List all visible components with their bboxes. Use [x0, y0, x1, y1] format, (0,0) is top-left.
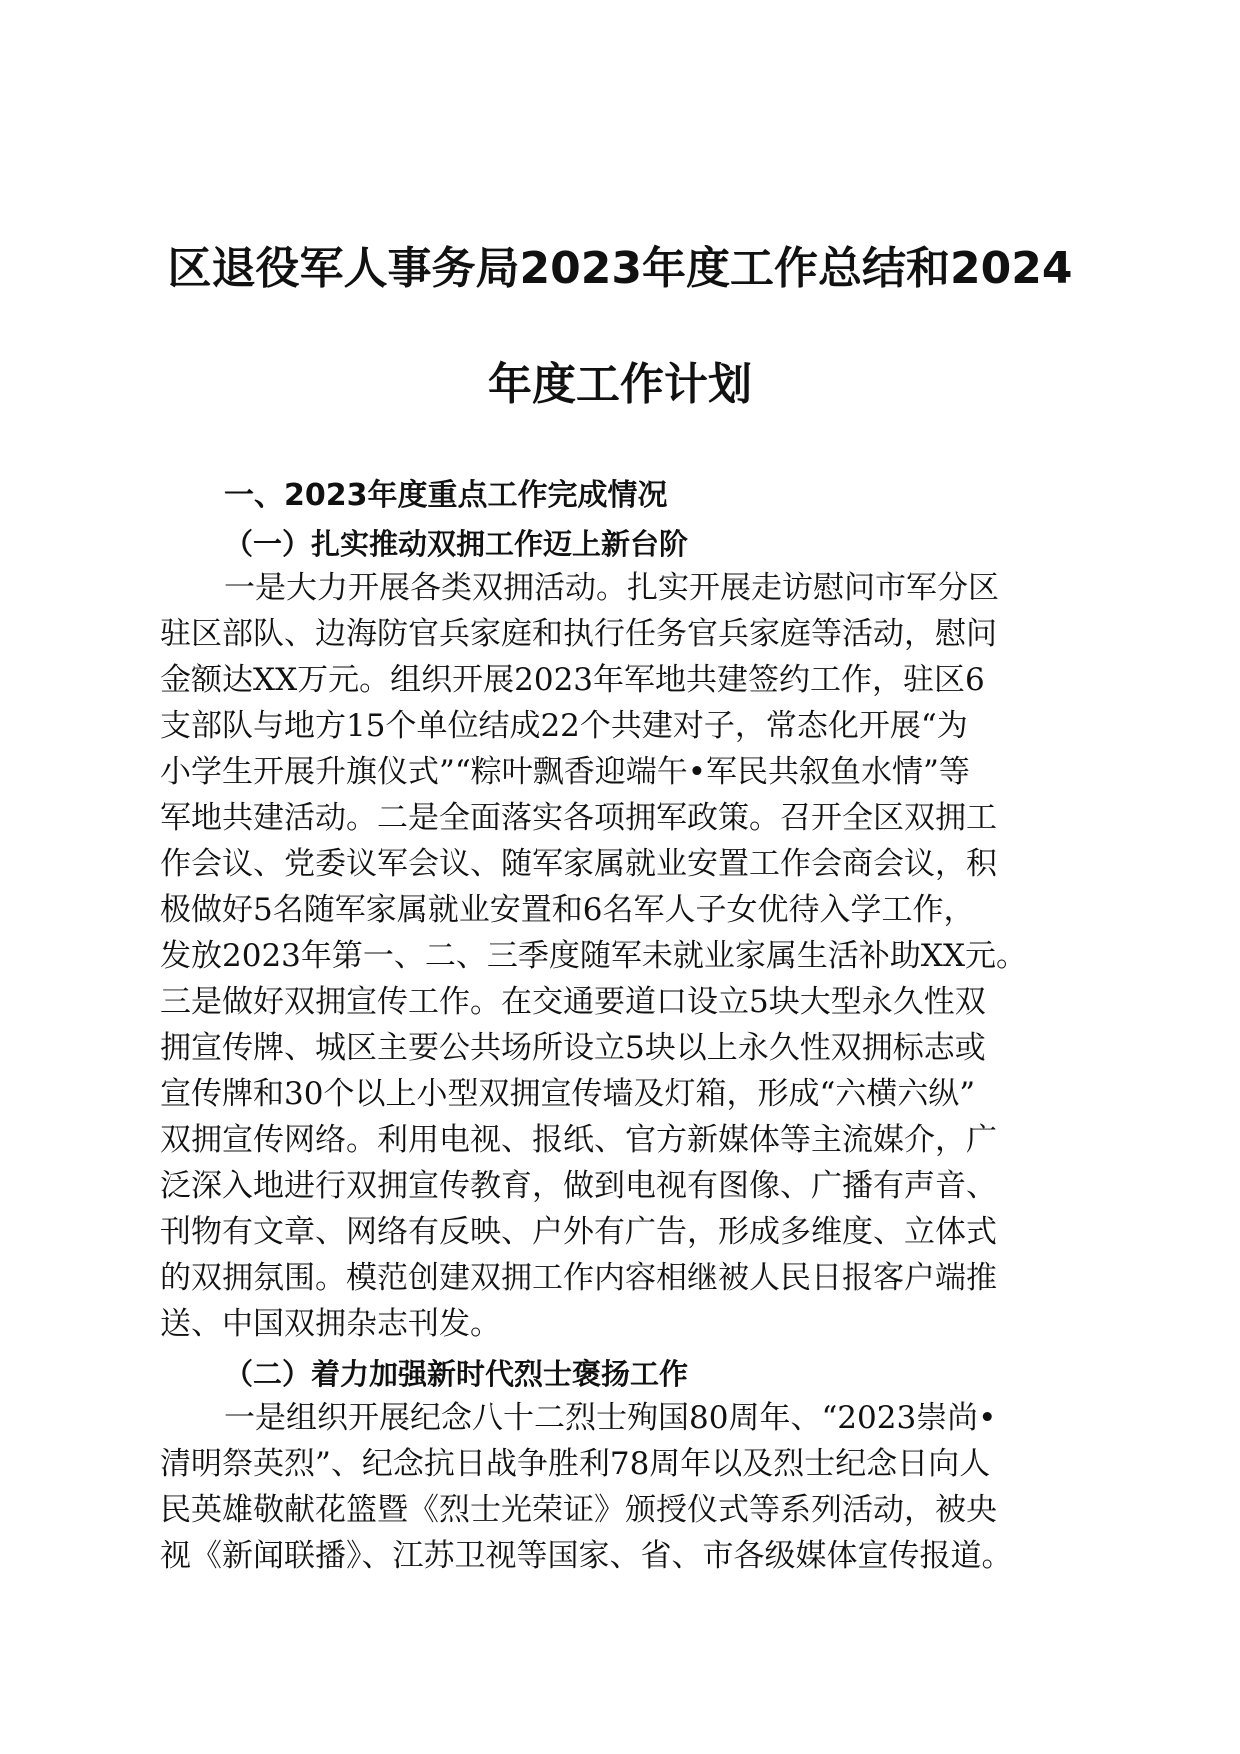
paragraph-line: 泛深入地进行双拥宣传教育，做到电视有图像、广播有声音、: [160, 1168, 997, 1204]
paragraph-line: 的双拥氛围。模范创建双拥工作内容相继被人民日报客户端推: [160, 1260, 997, 1296]
paragraph-line: 双拥宣传网络。利用电视、报纸、官方新媒体等主流媒介，广: [160, 1122, 997, 1158]
paragraph-line: 宣传牌和30个以上小型双拥宣传墙及灯箱，形成“六横六纵”: [160, 1076, 976, 1112]
paragraph-line: 刊物有文章、网络有反映、户外有广告，形成多维度、立体式: [160, 1214, 997, 1250]
paragraph-line: 送、中国双拥杂志刊发。: [160, 1306, 501, 1342]
paragraph-line: 驻区部队、边海防官兵家庭和执行任务官兵家庭等活动，慰问: [160, 616, 997, 652]
paragraph-line: 三是做好双拥宣传工作。在交通要道口设立5块大型永久性双: [160, 984, 986, 1020]
paragraph-line: 拥宣传牌、城区主要公共场所设立5块以上永久性双拥标志或: [160, 1030, 986, 1066]
paragraph-line: 支部队与地方15个单位结成22个共建对子，常态化开展“为: [160, 708, 968, 744]
paragraph-line: 军地共建活动。二是全面落实各项拥军政策。召开全区双拥工: [160, 800, 997, 836]
subsection-heading-1: （一）扎实推动双拥工作迈上新台阶: [224, 527, 689, 561]
paragraph-line: 小学生开展升旗仪式”“粽叶飘香迎端午•军民共叙鱼水情”等: [160, 754, 970, 790]
paragraph-line: 一是组织开展纪念八十二烈士殉国80周年、“2023崇尚•: [224, 1400, 997, 1436]
paragraph-line: 清明祭英烈”、纪念抗日战争胜利78周年以及烈士纪念日向人: [160, 1446, 991, 1482]
document-title-line-1: 区退役军人事务局2023年度工作总结和2024: [167, 243, 1073, 294]
paragraph-line: 金额达XX万元。组织开展2023年军地共建签约工作，驻区6: [160, 662, 985, 698]
subsection-heading-2: （二）着力加强新时代烈士褒扬工作: [224, 1357, 689, 1391]
paragraph-line: 一是大力开展各类双拥活动。扎实开展走访慰问市军分区: [224, 570, 999, 606]
paragraph-line: 作会议、党委议军会议、随军家属就业安置工作会商会议，积: [160, 846, 997, 882]
paragraph-line: 视《新闻联播》、江苏卫视等国家、省、市各级媒体宣传报道。: [160, 1538, 1013, 1574]
section-heading-1: 一、2023年度重点工作完成情况: [224, 478, 668, 513]
paragraph-line: 发放2023年第一、二、三季度随军未就业家属生活补助XX元。: [160, 938, 1028, 974]
document-title-line-2: 年度工作计划: [488, 359, 752, 410]
paragraph-line: 极做好5名随军家属就业安置和6名军人子女优待入学工作，: [160, 892, 975, 928]
paragraph-line: 民英雄敬献花篮暨《烈士光荣证》颁授仪式等系列活动，被央: [160, 1492, 997, 1528]
